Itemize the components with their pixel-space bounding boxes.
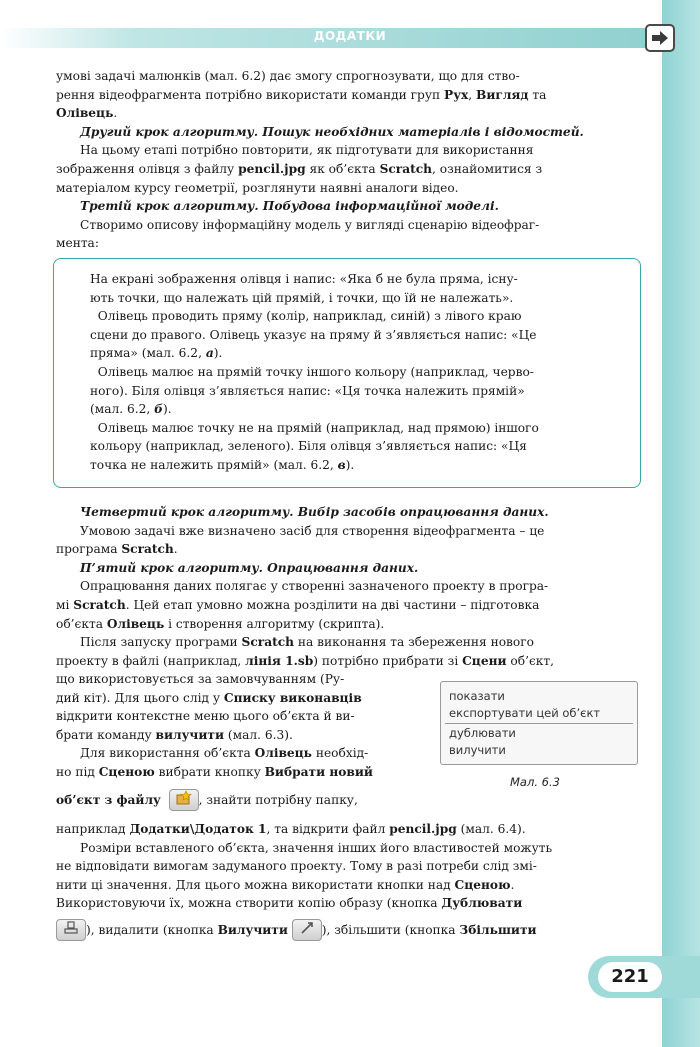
page-edge-strip (662, 0, 700, 1047)
steps-text: Четвертий крок алгоритму. Вибір засобів опрацювання даних. Умовою задачі вже визначено засіб для створення відеофрагмента – це програма Scratch. П’ятий крок алгоритму. Опрацювання даних. Опрацювання даних полягає у створенні зазначеного проекту в програ- мі Scratch. Цей етап умовно можна розділити на дві частини – підготовка об’єкта Олівець і створення алгоритму (скрипта). Після запуску програми Scratch на виконання та збереження нового проекту в файлі (наприклад, лінія 1.sb) потрібно прибрати зі Сцени об’єкт, (56, 505, 555, 668)
scenario-text: На екрані зображення олівця і напис: «Яка б не була пряма, існу- ють точки, що належать цій прямій, і точки, що їй не належать». Олівець проводить пряму (колір, наприклад, синій) з лівого краю сцени до правого. Олівець указує на пряму й з’являється напис: «Це пряма» (мал. 6.2, а). Олівець малює на прямій точку іншого кольору (наприклад, черво- ного). Біля олівця з’являється напис: «Ця точка належить прямій» (мал. 6.2, б). Олівець малює точку не на прямій (наприклад, над прямою) іншого кольору (наприклад, зеленого). Біля олівця з’являється напис: «Ця точка не належить прямій» (мал. 6.2, в). (90, 272, 539, 472)
figure-caption: Мал. 6.3 (510, 775, 560, 789)
next-page-arrow-icon[interactable] (645, 24, 675, 52)
menu-item-show[interactable]: показати (449, 689, 505, 703)
step2-heading: Другий крок алгоритму. Пошук необхідних матеріалів і відомостей. (80, 124, 584, 139)
menu-item-export[interactable]: експортувати цей об’єкт (449, 706, 601, 720)
menu-item-delete[interactable]: вилучити (449, 743, 506, 757)
bottom-text: наприклад Додатки\Додаток 1, та відкрити файл pencil.jpg (мал. 6.4). Розміри вставленого об’єкта, значення інших його властивостей можуть не відповідати вимогам задуманого проекту. Тому в разі потреби слід змі- нити ці значення. Для цього можна використати кнопки над Сценою. Використовуючи їх, можна створити копію образу (кнопка Дублювати ), видалити (кнопка Вилучити ), збільшити (кнопка Збільшити (56, 820, 640, 947)
intro-text: умові задачі малюнків (мал. 6.2) дає змогу спрогнозувати, що для ство- рення відеофрагмента потрібно використати команди груп Рух, Вигляд та Олівець. Другий крок алгоритму. Пошук необхідних матеріалів і відомостей. На цьому етапі потрібно повторити, як підготувати для використання зображення олівця з файлу pencil.jpg як об’єкта Scratch, ознайомитися з матеріалом курсу геометрії, розглянути наявні аналоги відео. Третій крок алгоритму. Побудова інформаційної моделі. Створимо описову інформаційну модель у вигляді сценарію відеофраг- мента: (56, 69, 584, 251)
step5-heading: П’ятий крок алгоритму. Опрацювання даних. (80, 560, 419, 575)
step4-heading: Четвертий крок алгоритму. Вибір засобів опрацювання даних. (80, 505, 549, 519)
menu-item-duplicate[interactable]: дублювати (449, 726, 516, 740)
delete-scissors-icon (292, 919, 322, 941)
menu-separator (445, 723, 633, 724)
page-number: 221 (598, 962, 662, 992)
duplicate-stamp-icon (56, 919, 86, 941)
step3-heading: Третій крок алгоритму. Побудова інформаційної моделі. (80, 199, 499, 214)
context-menu (440, 681, 638, 765)
section-title: ДОДАТКИ (313, 29, 387, 43)
narrow-column-text: що використовується за замовчуванням (Ру- дий кіт). Для цього слід у Списку виконавців відкрити контекстне меню цього об’єкта й ви- брати команду вилучити (мал. 6.3). Для використання об’єкта Олівець необхід- но під Сценою вибрати кнопку Вибрати новий об’єкт з файлу , знайти потрібну папку, (56, 670, 426, 818)
new-sprite-from-file-icon (169, 789, 199, 811)
